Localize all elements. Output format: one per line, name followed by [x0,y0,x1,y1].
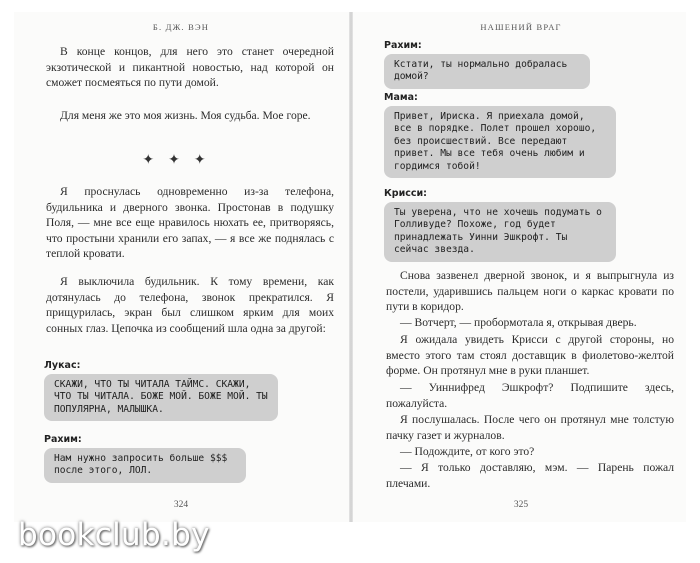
paragraph: Я послушалась. После чего он протянул мне толстую пачку газет и журналов. [386,413,674,442]
message-bubble: Привет, Ириска. Я приехала домой, все в порядке. Полет прошел хорошо, без происшествий. Все передают привет. Мы все тебя очень любим и гордимся тобой! [384,106,616,178]
message-sender: Рахим: [384,40,422,51]
paragraph: — Я только доставляю, мэм. — Парень пожал плечами. [386,461,674,490]
paragraph: — Уиннифред Эшкрофт? Подпишите здесь, пожалуйста. [386,381,674,410]
text-message [44,434,332,483]
book-gutter [349,12,353,522]
message-bubble: Нам нужно запросить больше $$$ после этого, ЛОЛ. [44,448,246,483]
message-sender: Крисси: [384,188,427,199]
message-sender: Рахим: [44,434,82,445]
left-page [26,12,336,522]
book-spread [14,12,686,522]
right-page [366,12,676,522]
text-message [384,188,672,262]
message-sender: Лукас: [44,360,81,371]
page-number-left: 324 [173,500,189,510]
section-separator: ✦✦✦ [142,153,220,168]
text-message [384,92,672,178]
paragraph: Снова зазвенел дверной звонок, и я выпрыгнула из постели, ударившись пальцем ноги о каркас кровати по пути в коридор. [386,269,674,314]
running-head-right: НАШЕНИЙ ВРАГ [480,22,562,32]
paragraph: Для меня же это моя жизнь. Моя судьба. Мое горе. [60,109,311,122]
running-head-left: Б. ДЖ. ВЭН [152,22,210,32]
paragraph: Я ожидала увидеть Крисси с другой стороны, но вместо этого там стоял доставщик в фиолетово-желтой форме. Он протянул мне в руки планшет. [386,333,674,378]
text-message [384,40,672,89]
paragraph: — Подождите, от кого это? [400,445,535,458]
page-number-right: 325 [513,500,529,510]
watermark-logo: bookclub.by [18,517,210,553]
paragraph: Я проснулась одновременно из-за телефона, будильника и дверного звонка. Простонав в подушку Поля, — мне все еще нравилось нюхать ее, притворяясь, что простыни хранили его запах, — я все же поднялась с теплой кровати. [46,185,334,261]
message-bubble: СКАЖИ, ЧТО ТЫ ЧИТАЛА ТАЙМС. СКАЖИ, ЧТО ТЫ ЧИТАЛА. БОЖЕ МОЙ. БОЖЕ МОЙ. ТЫ ПОПУЛЯРНА, МАЛЫШКА. [44,374,278,421]
message-bubble: Кстати, ты нормально добралась домой? [384,54,590,89]
paragraph: В конце концов, для него это станет очередной экзотической и пикантной новостью, над которой он сможет посмеяться по пути домой. [46,45,334,90]
text-message [44,360,332,421]
paragraph: Я выключила будильник. К тому времени, как дотянулась до телефона, звонок прекратился. Я прищурилась, экран был слишком ярким для моих сонных глаз. Цепочка из сообщений шла одна за другой: [46,275,334,335]
message-bubble: Ты уверена, что не хочешь подумать о Голливуде? Похоже, год будет принадлежать Уинни Эшкрофт. Ты сейчас звезда. [384,202,616,262]
paragraph: — Вотчерт, — пробормотала я, открывая дверь. [400,316,637,329]
message-sender: Мама: [384,92,418,103]
